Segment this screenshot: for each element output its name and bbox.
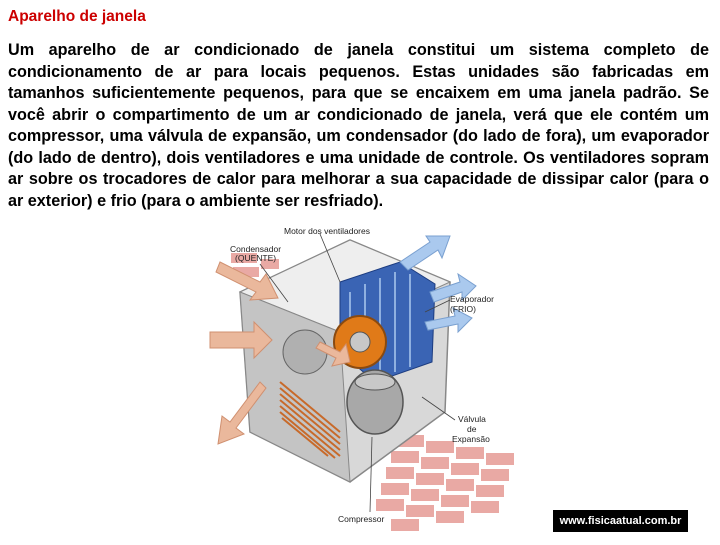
label-evaporador: Evaporador <box>450 294 494 304</box>
label-condensador-sub: (QUENTE) <box>235 253 277 263</box>
diagram-illustration <box>200 222 520 540</box>
compressor <box>347 370 403 434</box>
label-motor: Motor dos ventiladores <box>284 226 370 236</box>
label-valvula-2: de <box>467 424 477 434</box>
air-conditioner-diagram <box>200 222 520 540</box>
page-title: Aparelho de janela <box>8 8 146 25</box>
label-condensador: Condensador <box>230 244 282 254</box>
label-valvula-1: Válvula <box>458 414 486 424</box>
label-evaporador-sub: (FRIO) <box>450 304 476 314</box>
label-valvula-3: Expansão <box>452 434 490 444</box>
label-compressor: Compressor <box>338 514 385 524</box>
site-watermark: www.fisicaatual.com.br <box>553 510 688 532</box>
description-paragraph: Um aparelho de ar condicionado de janela constitui um sistema completo de condicionamento de ar para locais pequenos. Estas unidades são fabricadas em tamanhos suficientemente pequenos, para que se encaixem em uma janela padrão. Se você abrir o compartimento de um ar condicionado de janela, verá que ele contém um compressor, uma válvula de expansão, um condensador (do lado de fora), um evaporador (do lado de dentro), dois ventiladores e uma unidade de controle. Os ventiladores sopram ar sobre os trocadores de calor para melhorar a sua capacidade de dissipar calor (para o ar exterior) e frio (para o ambiente ser resfriado). <box>8 41 709 210</box>
